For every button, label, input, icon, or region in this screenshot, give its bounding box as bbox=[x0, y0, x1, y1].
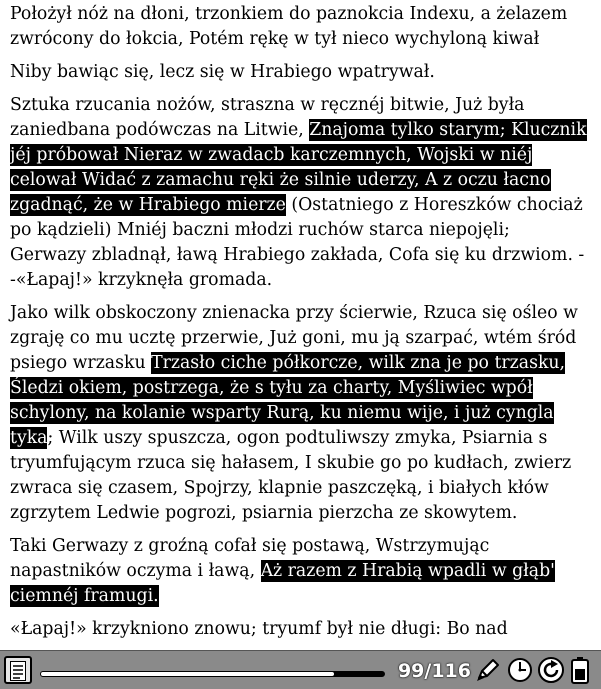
body-text[interactable]: ; Wilk uszy spuszcza, ogon podtuliwszy zmyka, Psiarnia s tryumfującym rzuca się hałasem, I skubie go po kudłach, zwierz zwraca się czasem, Spojrzy, klapnie paszczęką, i białych kłów zgrzytem Ledwie pogrozi, psiarnia pierzcha ze skowytem. bbox=[10, 428, 572, 523]
reading-progress-bar[interactable] bbox=[40, 671, 385, 677]
highlighted-text[interactable]: Znajoma tylko starym; Klucznik jéj próbował Nieraz w zwadacb karczemnych, Wojski w niéj celował Widać z zamachu ręki że silnie uderzy, A z oczu łacno zgadnąć, że w Hrabiego mierze bbox=[10, 120, 587, 215]
highlighted-text[interactable]: Trzasło ciche półkorcze, wilk zna je po trzasku, Śledzi okiem, postrzega, że s tyłu za charty, Myśliwiec wpół schylony, na kolanie wsparty Rurą, ku niemu wije, i już cyngla tyka bbox=[10, 353, 566, 448]
pen-icon[interactable] bbox=[474, 656, 502, 684]
body-text[interactable]: Sztuka rzucania nożów, straszna w ręcznéj bitwie, Już była zaniedbana podówczas na Litwie, bbox=[10, 95, 525, 140]
menu-button[interactable] bbox=[4, 656, 32, 684]
status-bar bbox=[0, 650, 601, 689]
body-text[interactable]: Położył nóż na dłoni, trzonkiem do paznokcia Indexu, a żelazem zwrócony do łokcia, Potém rękę w tył nieco wychyloną kiwał bbox=[10, 4, 568, 49]
body-text[interactable]: «Łapaj!» krzykniono znowu; tryumf był nie długi: Bo nad bbox=[10, 619, 508, 639]
body-text[interactable]: Jako wilk obskoczony znienacka przy ścierwie, Rzuca się ośleo w zgraję co mu ucztę przerwie, Już goni, mu ją szarpać, wtém śród psiego wrzasku bbox=[10, 303, 578, 373]
text-paragraph[interactable] bbox=[10, 2, 591, 52]
text-paragraph[interactable] bbox=[10, 60, 591, 85]
text-paragraph[interactable] bbox=[10, 617, 591, 642]
text-paragraph[interactable] bbox=[10, 301, 591, 526]
body-text[interactable]: Taki Gerwazy z groźną cofał się postawą, Wstrzymując napastników oczyma i ławą, bbox=[10, 536, 490, 581]
reading-progress-fill bbox=[41, 672, 334, 676]
body-text[interactable]: (Ostatniego z Horeszków chociaż po kądzieli) Mniéj baczni młodzi ruchów starca niepojęli; Gerwazy zbladnął, ławą Hrabiego zakłada, Cofa się ku drzwiom. --«Łapaj!» krzyknęła gromada. bbox=[10, 195, 585, 290]
page-counter[interactable]: 99/116 bbox=[397, 660, 471, 682]
menu-icon bbox=[10, 661, 26, 681]
text-paragraph[interactable] bbox=[10, 93, 591, 293]
text-paragraph[interactable] bbox=[10, 534, 591, 609]
battery-icon bbox=[570, 656, 590, 684]
body-text[interactable]: Niby bawiąc się, lecz się w Hrabiego wpatrywał. bbox=[10, 62, 435, 82]
rotate-icon[interactable] bbox=[537, 656, 565, 684]
clock-icon[interactable] bbox=[506, 656, 534, 684]
highlighted-text[interactable]: Aż razem z Hrabią wpadli w głąb' ciemnéj framugi. bbox=[10, 561, 555, 606]
